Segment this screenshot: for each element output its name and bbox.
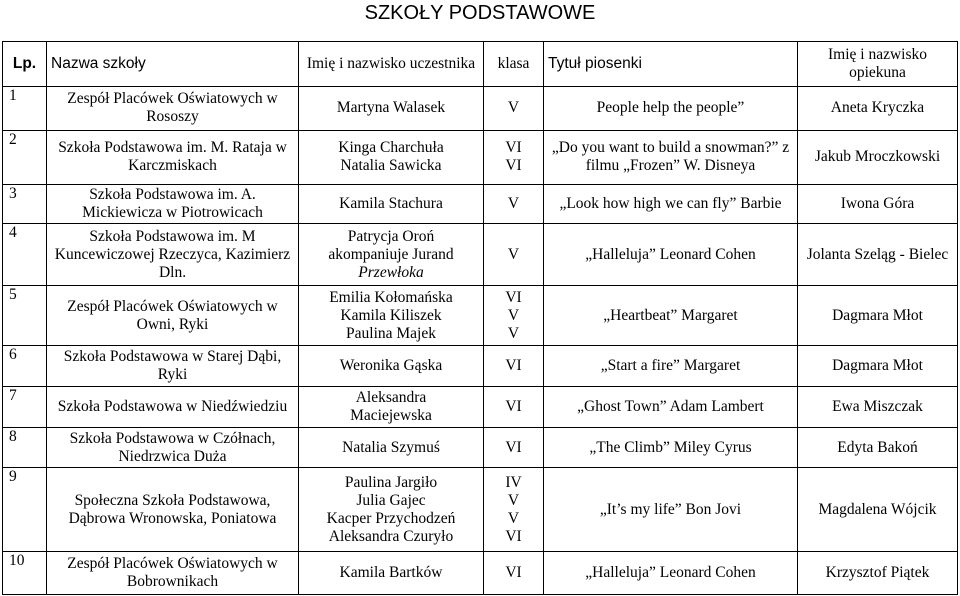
- header-supervisor: Imię i nazwisko opiekuna: [798, 42, 958, 87]
- cell-lp: 2: [3, 130, 47, 184]
- cell-supervisor: Jolanta Szeląg - Bielec: [798, 224, 958, 286]
- cell-participant: [299, 387, 484, 428]
- grade-value: VI: [505, 157, 522, 175]
- table-row: [3, 387, 958, 428]
- cell-supervisor: Iwona Góra: [798, 184, 958, 224]
- cell-grade: [484, 346, 544, 387]
- header-school: Nazwa szkoły: [47, 42, 299, 87]
- table-row: [3, 87, 958, 131]
- header-participant: Imię i nazwisko uczestnika: [299, 42, 484, 87]
- page-title: SZKOŁY PODSTAWOWE: [364, 2, 596, 24]
- cell-lp: 1: [3, 87, 47, 131]
- cell-participant: [299, 130, 484, 184]
- cell-school: Społeczna Szkoła Podstawowa, Dąbrowa Wronowska, Poniatowa: [47, 468, 299, 552]
- cell-song: „The Climb” Miley Cyrus: [544, 427, 798, 468]
- participant-name: Emilia Kołomańska: [329, 288, 453, 306]
- cell-lp: 8: [3, 427, 47, 468]
- cell-supervisor: Magdalena Wójcik: [798, 468, 958, 552]
- cell-supervisor: Aneta Kryczka: [798, 87, 958, 131]
- participant-name: Kinga Charchuła: [338, 139, 444, 157]
- cell-supervisor: Ewa Miszczak: [798, 387, 958, 428]
- table-row: [3, 468, 958, 552]
- grade-value: V: [507, 509, 520, 527]
- header-song: Tytuł piosenki: [544, 42, 798, 87]
- grade-value: V: [507, 324, 520, 342]
- participant-name: akompaniuje Jurand: [328, 245, 454, 263]
- participant-name: Aleksandra: [355, 388, 427, 406]
- grade-value: V: [507, 99, 520, 117]
- grade-value: VI: [505, 564, 522, 582]
- cell-participant: [299, 468, 484, 552]
- grade-value: VI: [505, 139, 522, 157]
- cell-lp: 4: [3, 224, 47, 286]
- cell-song: „Heartbeat” Margaret: [544, 286, 798, 346]
- table-row: [3, 346, 958, 387]
- cell-lp: 6: [3, 346, 47, 387]
- cell-lp: 9: [3, 468, 47, 552]
- table-row: [3, 427, 958, 468]
- cell-school: Szkoła Podstawowa im. M. Rataja w Karczmiskach: [47, 130, 299, 184]
- participant-name: Patrycja Oroń: [347, 227, 435, 245]
- participant-name: Paulina Jargiło: [344, 473, 438, 491]
- cell-song: „It’s my life” Bon Jovi: [544, 468, 798, 552]
- cell-grade: [484, 552, 544, 595]
- participant-name: Kamila Kiliszek: [340, 306, 442, 324]
- cell-school: Zespół Placówek Oświatowych w Rososzy: [47, 87, 299, 131]
- grade-value: V: [507, 194, 520, 212]
- participant-name: Kacper Przychodzeń: [326, 509, 456, 527]
- cell-school: Zespół Placówek Oświatowych w Owni, Ryki: [47, 286, 299, 346]
- cell-supervisor: Dagmara Młot: [798, 346, 958, 387]
- grade-value: VI: [505, 527, 522, 545]
- cell-participant: [299, 346, 484, 387]
- participant-name: Martyna Walasek: [336, 99, 446, 117]
- grade-value: VI: [505, 397, 522, 415]
- cell-lp: 3: [3, 184, 47, 224]
- table-row: [3, 184, 958, 224]
- cell-school: Zespół Placówek Oświatowych w Bobrownikach: [47, 552, 299, 595]
- cell-supervisor: Edyta Bakoń: [798, 427, 958, 468]
- cell-song: „Start a fire” Margaret: [544, 346, 798, 387]
- header-grade: klasa: [484, 42, 544, 87]
- cell-grade: [484, 87, 544, 131]
- grade-value: V: [507, 491, 520, 509]
- table-row: [3, 224, 958, 286]
- cell-grade: [484, 224, 544, 286]
- cell-grade: [484, 130, 544, 184]
- cell-participant: [299, 224, 484, 286]
- table-row: [3, 130, 958, 184]
- grade-value: VI: [505, 438, 522, 456]
- cell-participant: [299, 427, 484, 468]
- cell-grade: [484, 286, 544, 346]
- cell-participant: [299, 87, 484, 131]
- table-row: [3, 552, 958, 595]
- participant-name: Julia Gajec: [356, 491, 426, 509]
- participant-name: Natalia Szymuś: [342, 438, 440, 456]
- cell-grade: [484, 387, 544, 428]
- cell-supervisor: Krzysztof Piątek: [798, 552, 958, 595]
- participant-name: Natalia Sawicka: [340, 157, 442, 175]
- cell-participant: [299, 184, 484, 224]
- schools-table: [2, 41, 958, 595]
- cell-participant: [299, 286, 484, 346]
- cell-song: „Look how high we can fly” Barbie: [544, 184, 798, 224]
- participant-note: Przewłoka: [358, 263, 424, 281]
- grade-value: VI: [505, 357, 522, 375]
- table-row: [3, 286, 958, 346]
- participant-name: Paulina Majek: [346, 324, 436, 342]
- cell-participant: [299, 552, 484, 595]
- cell-song: „Ghost Town” Adam Lambert: [544, 387, 798, 428]
- cell-grade: [484, 184, 544, 224]
- cell-song: „Halleluja” Leonard Cohen: [544, 552, 798, 595]
- cell-song: People help the people”: [544, 87, 798, 131]
- participant-name: Maciejewska: [350, 406, 432, 424]
- cell-school: Szkoła Podstawowa im. A. Mickiewicza w Piotrowicach: [47, 184, 299, 224]
- participant-name: Kamila Bartków: [339, 564, 443, 582]
- cell-song: „Halleluja” Leonard Cohen: [544, 224, 798, 286]
- cell-lp: 10: [3, 552, 47, 595]
- cell-school: Szkoła Podstawowa w Czółnach, Niedrzwica Duża: [47, 427, 299, 468]
- grade-value: V: [507, 306, 520, 324]
- participant-name: Kamila Stachura: [339, 194, 443, 212]
- cell-lp: 5: [3, 286, 47, 346]
- grade-value: IV: [505, 473, 522, 491]
- header-lp: Lp.: [3, 42, 47, 87]
- cell-school: Szkoła Podstawowa w Niedźwiedziu: [47, 387, 299, 428]
- participant-name: Weronika Gąska: [339, 357, 443, 375]
- table-header-row: [3, 42, 958, 87]
- cell-grade: [484, 468, 544, 552]
- cell-lp: 7: [3, 387, 47, 428]
- cell-grade: [484, 427, 544, 468]
- cell-school: Szkoła Podstawowa w Starej Dąbi, Ryki: [47, 346, 299, 387]
- cell-song: „Do you want to build a snowman?” z filmu „Frozen” W. Disneya: [544, 130, 798, 184]
- cell-supervisor: Dagmara Młot: [798, 286, 958, 346]
- cell-school: Szkoła Podstawowa im. M Kuncewiczowej Rzeczyca, Kazimierz Dln.: [47, 224, 299, 286]
- cell-supervisor: Jakub Mroczkowski: [798, 130, 958, 184]
- grade-value: V: [507, 245, 520, 263]
- grade-value: VI: [505, 288, 522, 306]
- participant-name: Aleksandra Czuryło: [328, 527, 454, 545]
